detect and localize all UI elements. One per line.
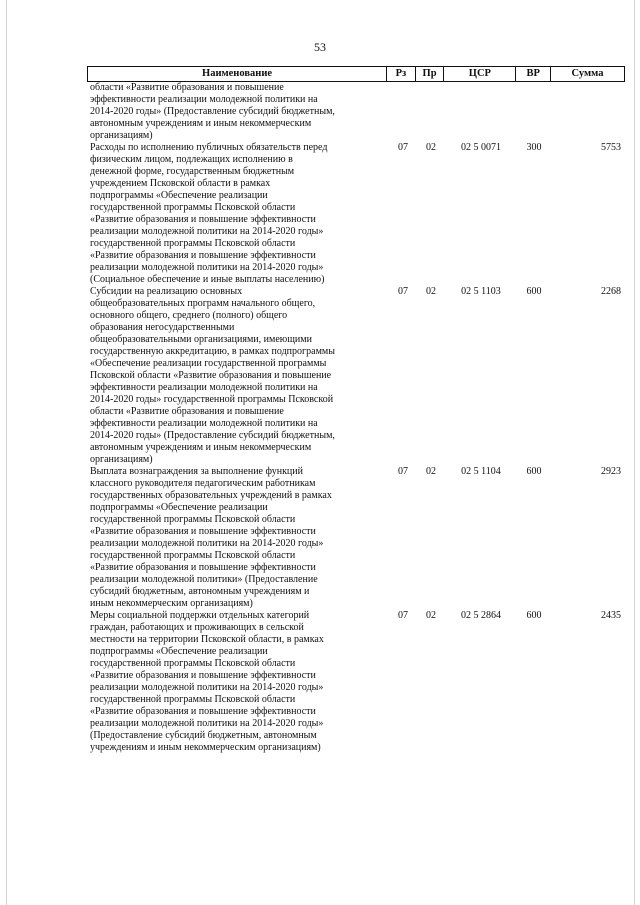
cell-name	[87, 286, 389, 466]
table-header	[87, 66, 625, 82]
name-line: Расходы по исполнению публичных обязательств перед	[90, 142, 328, 153]
header-csr: ЦСР	[443, 67, 515, 81]
cell-rz: 07	[398, 610, 408, 621]
name-line: «Обеспечение реализации государственной программы	[90, 358, 327, 369]
name-line: автономным учреждениям и иным некоммерческим	[90, 442, 312, 453]
name-line: эффективности реализации молодежной политики на	[90, 94, 318, 105]
name-line: области «Развитие образования и повышение	[90, 82, 284, 93]
name-line: реализации молодежной политики на 2014-2020 годы»	[90, 682, 324, 693]
name-line: Субсидии на реализацию основных	[90, 286, 243, 297]
name-line: Псковской области «Развитие образования и повышение	[90, 370, 332, 381]
name-line: автономным учреждениям и иным некоммерческим	[90, 118, 312, 129]
name-line: государственной программы Псковской области	[90, 514, 296, 525]
cell-vr: 600	[526, 610, 542, 621]
name-line: «Развитие образования и повышение эффективности	[90, 562, 316, 573]
name-line: «Развитие образования и повышение эффективности	[90, 214, 316, 225]
name-line: государственной программы Псковской области	[90, 238, 296, 249]
name-line: организациям)	[90, 454, 153, 465]
name-line: граждан, работающих и проживающих в сельской	[90, 622, 304, 633]
table-row	[87, 142, 625, 286]
cell-name	[87, 82, 389, 142]
table-row	[87, 286, 625, 466]
cell-name	[87, 466, 389, 610]
name-line: эффективности реализации молодежной политики на	[90, 418, 318, 429]
name-line: государственной программы Псковской области	[90, 694, 296, 705]
name-line: (Предоставление субсидий бюджетным, автономным	[90, 730, 317, 741]
name-line: реализации молодежной политики» (Предоставление	[90, 574, 318, 585]
cell-sum: 2268	[601, 286, 621, 297]
name-line: местности на территории Псковской области, в рамках	[90, 634, 324, 645]
cell-csr: 02 5 1104	[461, 466, 501, 477]
header-pr: Пр	[415, 67, 444, 81]
name-line: реализации молодежной политики на 2014-2020 годы»	[90, 538, 324, 549]
name-line: учреждением Псковской области в рамках	[90, 178, 271, 189]
cell-rz: 07	[398, 142, 408, 153]
name-line: (Социальное обеспечение и иные выплаты населению)	[90, 274, 325, 285]
table-row	[87, 466, 625, 610]
cell-csr: 02 5 1103	[461, 286, 501, 297]
cell-sum: 2923	[601, 466, 621, 477]
name-line: 2014-2020 годы» (Предоставление субсидий бюджетным,	[90, 430, 335, 441]
cell-pr	[417, 82, 445, 142]
name-line: области «Развитие образования и повышение	[90, 406, 284, 417]
name-line: «Развитие образования и повышение эффективности	[90, 526, 316, 537]
name-line: государственной программы Псковской области	[90, 658, 296, 669]
header-name: Наименование	[87, 67, 386, 81]
cell-pr: 02	[426, 286, 436, 297]
cell-rz	[389, 82, 417, 142]
table-row	[87, 610, 625, 754]
name-line: государственной программы Псковской области	[90, 550, 296, 561]
name-line: «Развитие образования и повышение эффективности	[90, 250, 316, 261]
name-line: Выплата вознаграждения за выполнение функций	[90, 466, 303, 477]
name-line: подпрограммы «Обеспечение реализации	[90, 502, 268, 513]
cell-vr	[517, 82, 551, 142]
name-line: «Развитие образования и повышение эффективности	[90, 706, 316, 717]
name-line: Меры социальной поддержки отдельных категорий	[90, 610, 310, 621]
cell-sum: 2435	[601, 610, 621, 621]
cell-rz: 07	[398, 466, 408, 477]
name-line: подпрограммы «Обеспечение реализации	[90, 646, 268, 657]
name-line: физическим лицом, подлежащих исполнению в	[90, 154, 293, 165]
scan-edge-right	[634, 0, 635, 905]
name-line: реализации молодежной политики на 2014-2020 годы»	[90, 718, 324, 729]
cell-vr: 600	[526, 466, 542, 477]
name-line: иным некоммерческим организациям)	[90, 598, 253, 609]
name-line: классного руководителя педагогическим работникам	[90, 478, 316, 489]
name-line: эффективности реализации молодежной политики на	[90, 382, 318, 393]
scan-edge-left	[6, 0, 7, 905]
name-line: реализации молодежной политики на 2014-2020 годы»	[90, 262, 324, 273]
name-line: общеобразовательными организациями, имеющими	[90, 334, 312, 345]
header-sum: Сумма	[550, 67, 625, 81]
cell-name	[87, 142, 389, 286]
name-line: учреждениям и иным некоммерческим организациям)	[90, 742, 321, 753]
header-rz: Рз	[386, 67, 415, 81]
cell-csr: 02 5 0071	[461, 142, 501, 153]
header-vr: ВР	[515, 67, 550, 81]
cell-sum	[551, 82, 625, 142]
cell-pr: 02	[426, 142, 436, 153]
name-line: 2014-2020 годы» (Предоставление субсидий бюджетным,	[90, 106, 335, 117]
name-line: субсидий бюджетным, автономным учреждениям и	[90, 586, 310, 597]
cell-rz: 07	[398, 286, 408, 297]
name-line: организациям)	[90, 130, 153, 141]
cell-pr: 02	[426, 466, 436, 477]
table-row	[87, 82, 625, 142]
cell-vr: 600	[526, 286, 542, 297]
name-line: образования негосударственными	[90, 322, 235, 333]
cell-csr: 02 5 2864	[461, 610, 501, 621]
cell-vr: 300	[526, 142, 542, 153]
name-line: реализации молодежной политики на 2014-2020 годы»	[90, 226, 324, 237]
budget-table	[87, 66, 625, 754]
name-line: 2014-2020 годы» государственной программы Псковской	[90, 394, 334, 405]
name-line: подпрограммы «Обеспечение реализации	[90, 190, 268, 201]
cell-csr	[445, 82, 517, 142]
name-line: денежной форме, государственным бюджетным	[90, 166, 295, 177]
table-body	[87, 82, 625, 754]
name-line: общеобразовательных программ начального общего,	[90, 298, 316, 309]
cell-pr: 02	[426, 610, 436, 621]
cell-name	[87, 610, 389, 754]
name-line: государственной программы Псковской области	[90, 202, 296, 213]
cell-sum: 5753	[601, 142, 621, 153]
name-line: основного общего, среднего (полного) общего	[90, 310, 288, 321]
name-line: «Развитие образования и повышение эффективности	[90, 670, 316, 681]
name-line: государственную аккредитацию, в рамках подпрограммы	[90, 346, 335, 357]
page-number: 53	[314, 40, 326, 54]
name-line: государственных образовательных учреждений в рамках	[90, 490, 332, 501]
